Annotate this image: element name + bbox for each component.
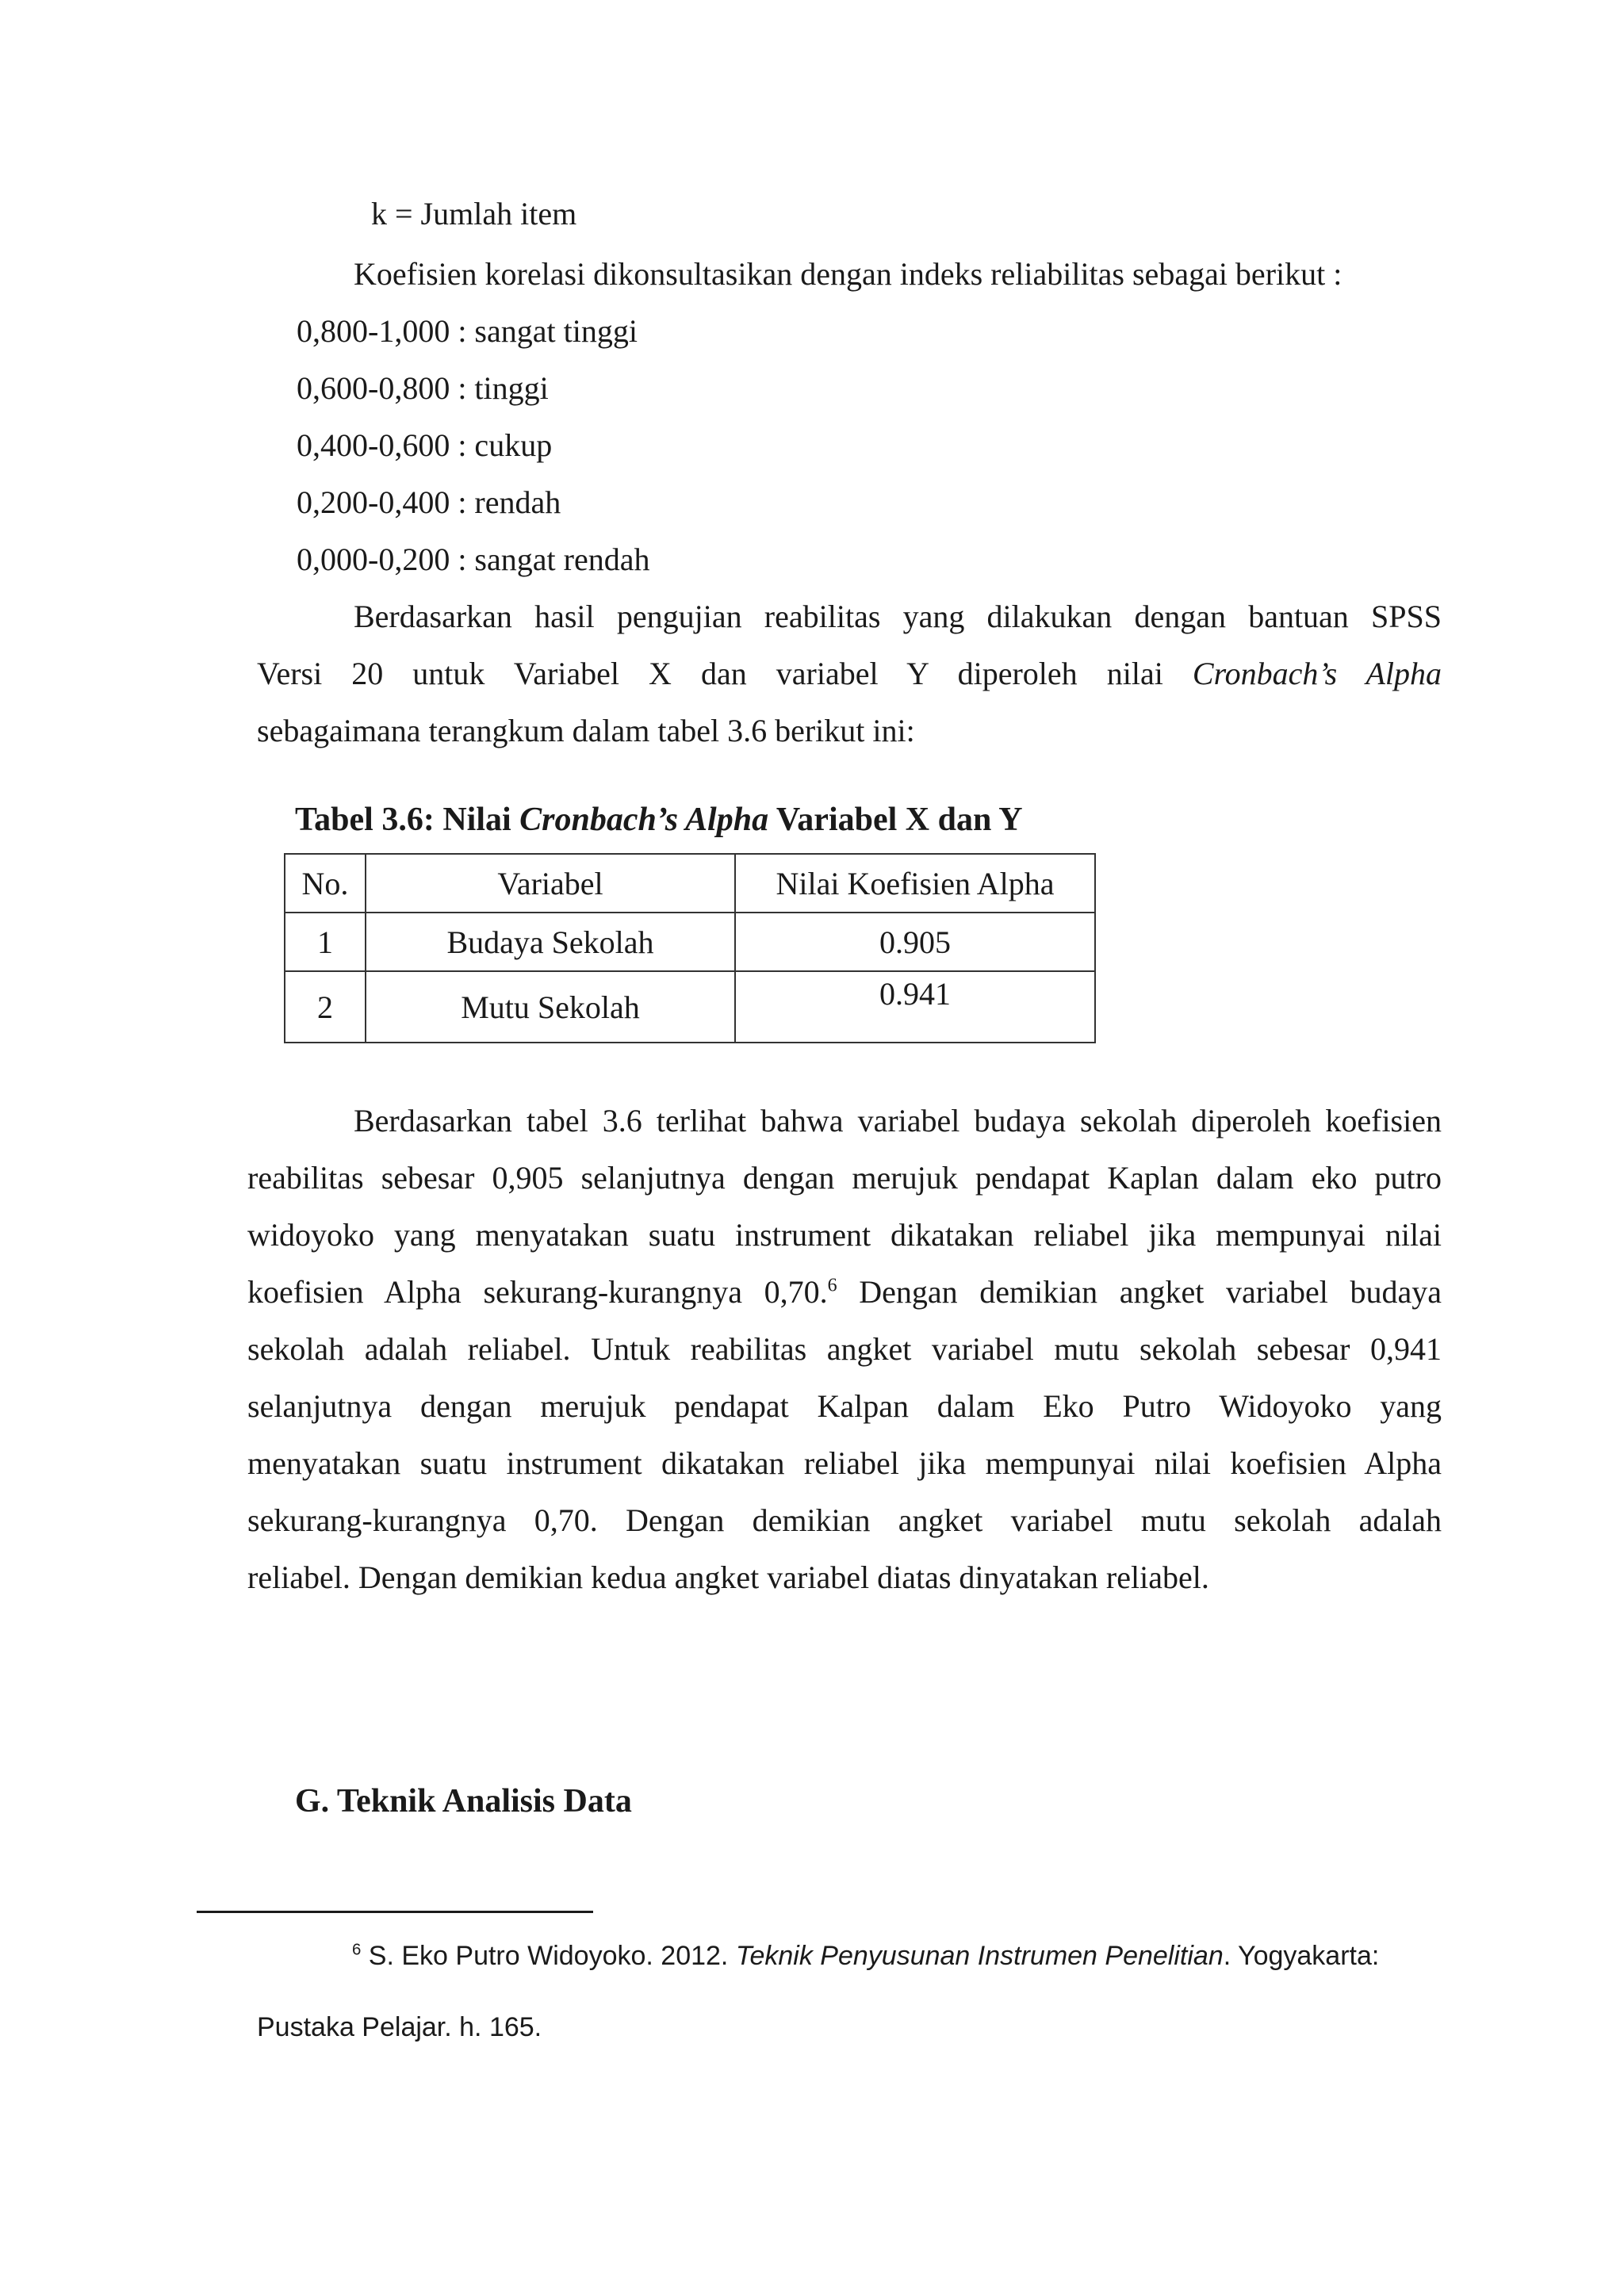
cronbach-alpha-table	[284, 853, 1096, 1043]
paragraph-line: Versi 20 untuk Variabel X dan variabel Y diperoleh nilai Cronbach’s Alpha	[257, 656, 1442, 691]
table-caption: Tabel 3.6: Nilai Cronbach’s Alpha Variabel X dan Y	[295, 802, 1023, 838]
paragraph-line: sekurang-kurangnya 0,70. Dengan demikian angket variabel mutu sekolah adalah	[247, 1502, 1442, 1538]
legend-k: k = Jumlah item	[371, 196, 577, 232]
list-item: 0,200-0,400 : rendah	[297, 484, 561, 520]
table-row	[285, 971, 1095, 1043]
list-item: 0,600-0,800 : tinggi	[297, 370, 549, 406]
cell-variabel: Mutu Sekolah	[366, 971, 735, 1043]
paragraph-line: reabilitas sebesar 0,905 selanjutnya dengan merujuk pendapat Kaplan dalam eko putro	[247, 1160, 1442, 1196]
cell-no: 2	[285, 971, 366, 1043]
section-heading: G. Teknik Analisis Data	[295, 1783, 632, 1820]
footnote-reference[interactable]: 6	[827, 1275, 837, 1296]
list-item: 0,000-0,200 : sangat rendah	[297, 541, 650, 577]
paragraph-line: reliabel. Dengan demikian kedua angket variabel diatas dinyatakan reliabel.	[247, 1559, 1209, 1595]
paragraph-line: sebagaimana terangkum dalam tabel 3.6 berikut ini:	[257, 713, 915, 748]
paragraph-line: menyatakan suatu instrument dikatakan reliabel jika mempunyai nilai koefisien Alpha	[247, 1445, 1442, 1481]
footnote-line: Pustaka Pelajar. h. 165.	[257, 2012, 542, 2042]
cell-variabel: Budaya Sekolah	[366, 913, 735, 971]
header-variabel: Variabel	[366, 854, 735, 913]
paragraph-line: Berdasarkan hasil pengujian reabilitas yang dilakukan dengan bantuan SPSS	[354, 599, 1442, 634]
list-item: 0,400-0,600 : cukup	[297, 427, 553, 463]
paragraph-line: sekolah adalah reliabel. Untuk reabilitas angket variabel mutu sekolah sebesar 0,941	[247, 1331, 1442, 1367]
table-header-row	[285, 854, 1095, 913]
paragraph-line: koefisien Alpha sekurang-kurangnya 0,70.$^6$ Dengan demikian angket variabel budaya	[247, 1274, 1442, 1310]
table-row	[285, 913, 1095, 971]
cell-no: 1	[285, 913, 366, 971]
footnote-divider	[197, 1911, 593, 1913]
cell-nilai: 0.905	[735, 913, 1095, 971]
paragraph-line: Berdasarkan tabel 3.6 terlihat bahwa variabel budaya sekolah diperoleh koefisien	[354, 1103, 1442, 1138]
intro-line: Koefisien korelasi dikonsultasikan dengan indeks reliabilitas sebagai berikut :	[354, 256, 1342, 292]
cell-nilai: 0.941	[735, 971, 1095, 1043]
header-no: No.	[285, 854, 366, 913]
paragraph-line: widoyoko yang menyatakan suatu instrument dikatakan reliabel jika mempunyai nilai	[247, 1217, 1442, 1253]
header-nilai: Nilai Koefisien Alpha	[735, 854, 1095, 913]
footnote-line: $^6$ S. Eko Putro Widoyoko. 2012. Teknik Penyusunan Instrumen Penelitian. Yogyakarta:	[352, 1941, 1380, 1971]
list-item: 0,800-1,000 : sangat tinggi	[297, 313, 638, 349]
paragraph-line: selanjutnya dengan merujuk pendapat Kalpan dalam Eko Putro Widoyoko yang	[247, 1388, 1442, 1424]
